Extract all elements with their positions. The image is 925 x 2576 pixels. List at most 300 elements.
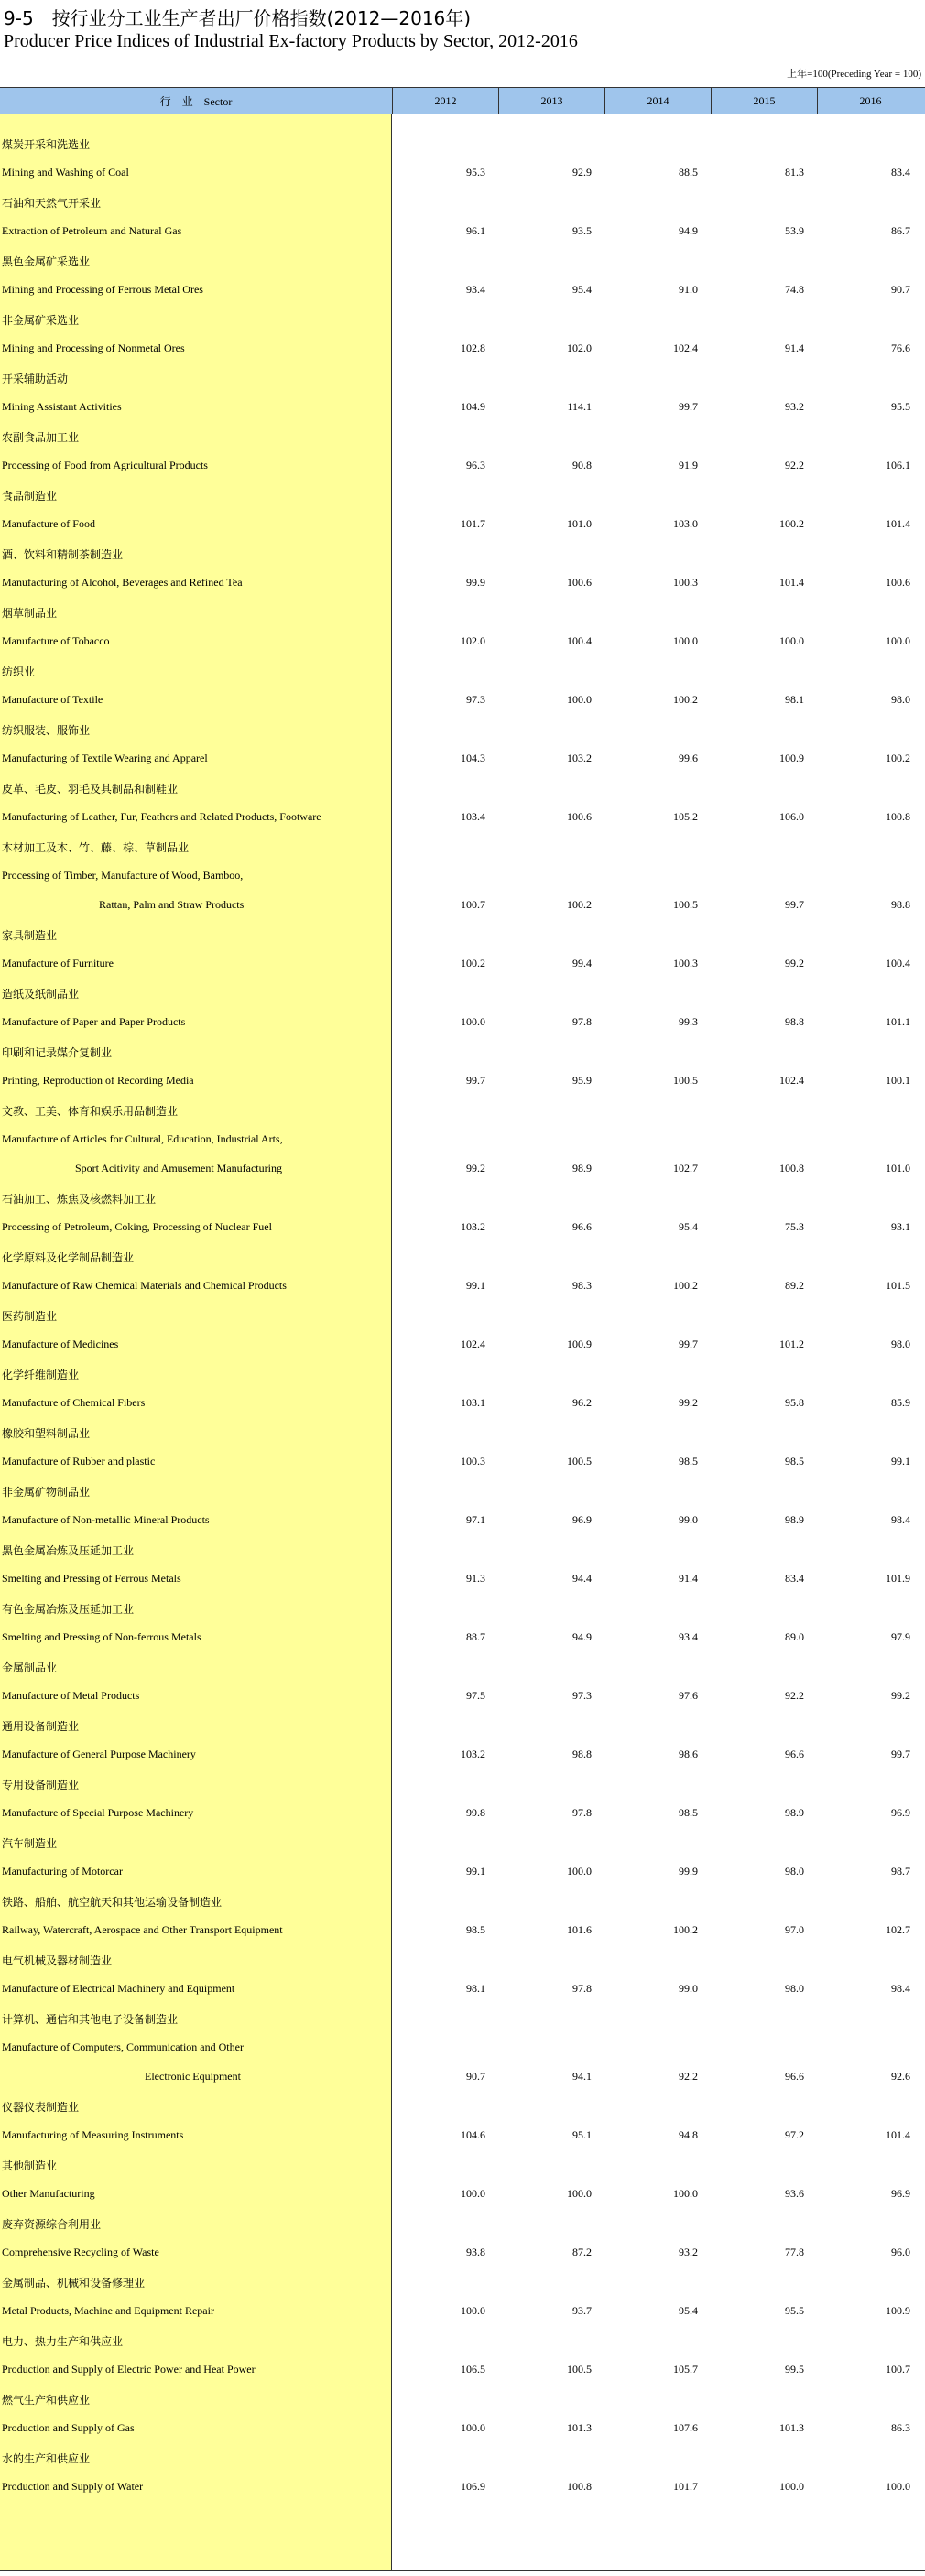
index-value-2013: 114.1 [567,400,592,413]
index-value-2013: 93.7 [572,2304,592,2317]
index-value-2012: 101.7 [461,517,485,530]
index-value-2013: 99.4 [572,957,592,969]
index-value-2012: 103.2 [461,1748,485,1760]
index-value-2013: 98.3 [572,1279,592,1292]
table-row [0,1189,925,1248]
index-value-2014: 94.9 [679,224,698,237]
sector-name-english: Manufacture of Textile [2,693,103,706]
table-row [0,1775,925,1834]
table-row [0,2332,925,2390]
index-value-2014: 100.0 [673,2187,698,2200]
index-value-2015: 100.2 [779,517,804,530]
sector-name-english: Manufacture of Metal Products [2,1689,140,1702]
index-value-2016: 98.7 [891,1865,910,1878]
index-value-2013: 93.5 [572,224,592,237]
sector-name-chinese: 造纸及纸制品业 [2,988,80,1001]
table-row [0,1423,925,1482]
index-value-2014: 99.6 [679,752,698,764]
sector-name-english: Other Manufacturing [2,2187,95,2200]
table-header [0,87,925,114]
row-values [392,576,923,590]
index-value-2013: 98.9 [572,1162,592,1174]
row-values [392,1982,923,1996]
index-value-2014: 103.0 [673,517,698,530]
index-value-2013: 100.9 [567,1337,592,1350]
index-value-2013: 100.5 [567,1455,592,1467]
index-value-2014: 91.0 [679,283,698,296]
index-value-2014: 95.4 [679,1220,698,1233]
table-row [0,428,925,486]
sector-name-chinese: 非金属矿采选业 [2,314,80,327]
index-value-2014: 88.5 [679,166,698,179]
table-row [0,2214,925,2273]
index-value-2014: 100.0 [673,634,698,647]
index-value-2015: 99.7 [785,898,804,911]
sector-name-english: Production and Supply of Water [2,2480,144,2493]
row-values [392,1806,923,1820]
index-value-2016: 100.7 [886,2363,910,2376]
index-value-2013: 97.8 [572,1015,592,1028]
sector-name-english: Manufacturing of Measuring Instruments [2,2128,184,2141]
index-value-2012: 104.9 [461,400,485,413]
index-value-2016: 102.7 [886,1923,910,1936]
index-value-2015: 99.5 [785,2363,804,2376]
sector-name-chinese: 纺织服装、服饰业 [2,724,91,737]
index-value-2013: 96.9 [572,1513,592,1526]
sector-name-english: Processing of Food from Agricultural Products [2,459,208,471]
index-value-2015: 96.6 [785,1748,804,1760]
index-value-2012: 95.3 [466,166,485,179]
sector-name-chinese: 木材加工及木、竹、藤、棕、草制品业 [2,841,190,854]
index-value-2012: 99.9 [466,576,485,589]
table-row [0,2009,925,2097]
sector-name-english: Production and Supply of Gas [2,2421,135,2434]
table-row [0,1716,925,1775]
row-values [392,1396,923,1410]
row-values [392,898,923,912]
unit-note: 上年=100(Preceding Year = 100) [787,69,921,80]
row-values [392,1074,923,1088]
table-row [0,779,925,838]
index-value-2015: 101.3 [779,2421,804,2434]
index-value-2012: 102.8 [461,341,485,354]
index-value-2012: 88.7 [466,1630,485,1643]
row-values [392,634,923,648]
sector-name-chinese: 橡胶和塑料制品业 [2,1427,91,1440]
row-values [392,459,923,472]
index-value-2013: 98.8 [572,1748,592,1760]
index-value-2016: 97.9 [891,1630,910,1643]
row-values [392,2304,923,2318]
index-value-2012: 100.2 [461,957,485,969]
sector-name-english: Manufacture of General Purpose Machinery [2,1748,196,1760]
index-value-2014: 99.0 [679,1982,698,1995]
row-values [392,400,923,414]
row-values [392,2128,923,2142]
index-value-2014: 100.2 [673,1923,698,1936]
index-value-2015: 81.3 [785,166,804,179]
index-value-2015: 93.2 [785,400,804,413]
index-value-2013: 100.0 [567,2187,592,2200]
sector-name-english: Processing of Petroleum, Coking, Processing of Nuclear Fuel [2,1220,272,1233]
index-value-2012: 93.8 [466,2246,485,2258]
index-value-2013: 96.6 [572,1220,592,1233]
table-row [0,1658,925,1716]
index-value-2015: 75.3 [785,1220,804,1233]
index-value-2012: 97.3 [466,693,485,706]
table-row [0,1834,925,1892]
index-value-2014: 94.8 [679,2128,698,2141]
index-value-2012: 100.7 [461,898,485,911]
index-value-2012: 104.3 [461,752,485,764]
index-value-2013: 100.6 [567,576,592,589]
index-value-2016: 83.4 [891,166,910,179]
table-body [0,114,925,2571]
sector-name-chinese: 农副食品加工业 [2,431,80,444]
sector-name-chinese: 医药制造业 [2,1310,58,1323]
index-value-2012: 99.8 [466,1806,485,1819]
row-values [392,283,923,297]
index-value-2012: 98.5 [466,1923,485,1936]
row-values [392,1015,923,1029]
sector-name-chinese: 计算机、通信和其他电子设备制造业 [2,2013,179,2026]
sector-name-english: Manufacture of Tobacco [2,634,110,647]
index-value-2016: 93.1 [891,1220,910,1233]
index-value-2012: 99.7 [466,1074,485,1087]
index-value-2014: 93.4 [679,1630,698,1643]
index-value-2014: 102.7 [673,1162,698,1174]
table-row [0,1599,925,1658]
sector-name-english: Smelting and Pressing of Non-ferrous Metals [2,1630,201,1643]
row-values [392,1630,923,1644]
index-value-2015: 98.8 [785,1015,804,1028]
row-values [392,1162,923,1175]
index-value-2014: 100.2 [673,693,698,706]
index-value-2015: 92.2 [785,1689,804,1702]
index-value-2012: 91.3 [466,1572,485,1585]
index-value-2012: 103.4 [461,810,485,823]
table-row [0,1541,925,1599]
row-values [392,166,923,179]
index-value-2014: 102.4 [673,341,698,354]
index-value-2013: 94.9 [572,1630,592,1643]
table-row [0,838,925,925]
index-value-2016: 76.6 [891,341,910,354]
sector-name-english: Manufacture of Articles for Cultural, Education, Industrial Arts, [2,1132,283,1145]
row-values [392,1748,923,1761]
index-value-2015: 106.0 [779,810,804,823]
index-value-2016: 101.4 [886,517,910,530]
index-value-2013: 101.0 [567,517,592,530]
sector-name-english: Comprehensive Recycling of Waste [2,2246,159,2258]
table-row [0,2273,925,2332]
index-value-2012: 106.5 [461,2363,485,2376]
sector-name-english: Manufacture of Chemical Fibers [2,1396,146,1409]
index-value-2015: 98.0 [785,1982,804,1995]
index-value-2015: 93.6 [785,2187,804,2200]
index-value-2016: 100.9 [886,2304,910,2317]
table-row [0,984,925,1043]
sector-name-english: Manufacture of Electrical Machinery and Equipment [2,1982,235,1995]
row-values [392,1689,923,1703]
index-value-2012: 106.9 [461,2480,485,2493]
sector-name-chinese: 金属制品、机械和设备修理业 [2,2277,146,2289]
sector-name-english-continued: Sport Acitivity and Amusement Manufacturing [75,1162,282,1174]
sector-name-english: Railway, Watercraft, Aerospace and Other Transport Equipment [2,1923,283,1936]
index-value-2014: 99.0 [679,1513,698,1526]
row-values [392,1923,923,1937]
index-value-2014: 99.9 [679,1865,698,1878]
index-value-2014: 100.5 [673,898,698,911]
index-value-2013: 101.3 [567,2421,592,2434]
row-values [392,1220,923,1234]
index-value-2016: 85.9 [891,1396,910,1409]
header-year-2015: 2015 [711,88,817,114]
index-value-2014: 95.4 [679,2304,698,2317]
index-value-2016: 100.8 [886,810,910,823]
sector-name-chinese: 废弃资源综合利用业 [2,2218,102,2231]
sector-name-chinese: 汽车制造业 [2,1837,58,1850]
sector-name-chinese: 燃气生产和供应业 [2,2394,91,2407]
index-value-2013: 100.5 [567,2363,592,2376]
sector-name-english: Smelting and Pressing of Ferrous Metals [2,1572,181,1585]
index-value-2013: 100.2 [567,898,592,911]
index-value-2015: 92.2 [785,459,804,471]
sector-name-english: Metal Products, Machine and Equipment Repair [2,2304,214,2317]
sector-name-chinese: 煤炭开采和洗选业 [2,138,91,151]
index-value-2014: 101.7 [673,2480,698,2493]
sector-name-english: Manufacture of Rubber and plastic [2,1455,156,1467]
row-values [392,1455,923,1468]
sector-name-english: Manufacturing of Textile Wearing and Apparel [2,752,208,764]
row-values [392,1513,923,1527]
sector-name-english: Manufacture of Paper and Paper Products [2,1015,186,1028]
index-value-2013: 103.2 [567,752,592,764]
index-value-2014: 99.3 [679,1015,698,1028]
table-row [0,1306,925,1365]
sector-name-english: Manufacture of Furniture [2,957,114,969]
row-values [392,1279,923,1293]
index-value-2012: 99.1 [466,1865,485,1878]
index-value-2013: 100.4 [567,634,592,647]
row-values [392,1572,923,1586]
table-row [0,2390,925,2449]
header-year-2014: 2014 [604,88,711,114]
index-value-2016: 96.9 [891,2187,910,2200]
index-value-2016: 100.6 [886,576,910,589]
index-value-2016: 99.2 [891,1689,910,1702]
row-values [392,752,923,765]
index-value-2015: 101.4 [779,576,804,589]
table-row [0,1892,925,1951]
index-value-2015: 89.0 [785,1630,804,1643]
row-values [392,2187,923,2201]
index-value-2013: 100.0 [567,693,592,706]
index-value-2015: 53.9 [785,224,804,237]
sector-name-chinese: 皮革、毛皮、羽毛及其制品和制鞋业 [2,783,179,796]
index-value-2014: 91.4 [679,1572,698,1585]
table-row [0,545,925,603]
table-row [0,662,925,720]
index-value-2016: 86.7 [891,224,910,237]
header-sector: 行 业 Sector [159,94,233,108]
table-row [0,603,925,662]
sector-name-chinese: 金属制品业 [2,1661,58,1674]
index-value-2013: 100.0 [567,1865,592,1878]
index-value-2016: 98.0 [891,693,910,706]
ppi-table [0,87,925,2571]
row-values [392,693,923,707]
sector-name-chinese: 纺织业 [2,666,36,678]
index-value-2012: 100.3 [461,1455,485,1467]
index-value-2015: 98.5 [785,1455,804,1467]
row-values [392,810,923,824]
index-value-2016: 90.7 [891,283,910,296]
index-value-2012: 100.0 [461,1015,485,1028]
table-row [0,925,925,984]
index-value-2015: 100.8 [779,1162,804,1174]
index-value-2016: 101.0 [886,1162,910,1174]
row-values [392,517,923,531]
index-value-2014: 92.2 [679,2070,698,2083]
index-value-2016: 98.0 [891,1337,910,1350]
index-value-2012: 96.3 [466,459,485,471]
sector-name-chinese: 开采辅助活动 [2,373,69,385]
index-value-2015: 98.9 [785,1513,804,1526]
index-value-2013: 94.4 [572,1572,592,1585]
sector-name-chinese: 通用设备制造业 [2,1720,80,1733]
index-value-2012: 98.1 [466,1982,485,1995]
index-value-2014: 107.6 [673,2421,698,2434]
table-row [0,252,925,310]
sector-name-english: Mining and Processing of Nonmetal Ores [2,341,185,354]
index-value-2016: 101.4 [886,2128,910,2141]
row-values [392,2246,923,2259]
index-value-2014: 100.2 [673,1279,698,1292]
row-values [392,2070,923,2084]
index-value-2014: 99.7 [679,1337,698,1350]
index-value-2016: 98.4 [891,1982,910,1995]
row-values [392,957,923,970]
sector-name-english: Mining Assistant Activities [2,400,122,413]
table-row [0,1248,925,1306]
index-value-2014: 98.6 [679,1748,698,1760]
sector-name-chinese: 石油加工、炼焦及核燃料加工业 [2,1193,157,1206]
index-value-2014: 98.5 [679,1806,698,1819]
sector-name-chinese: 黑色金属矿采选业 [2,255,91,268]
row-values [392,224,923,238]
header-year-2012: 2012 [392,88,498,114]
sector-name-english: Mining and Washing of Coal [2,166,129,179]
row-values [392,2480,923,2494]
index-value-2015: 74.8 [785,283,804,296]
table-row [0,1101,925,1189]
index-value-2015: 98.9 [785,1806,804,1819]
table-row [0,2097,925,2156]
sector-name-chinese: 印刷和记录媒介复制业 [2,1046,113,1059]
index-value-2016: 95.5 [891,400,910,413]
index-value-2013: 95.9 [572,1074,592,1087]
index-value-2013: 97.8 [572,1982,592,1995]
index-value-2013: 95.4 [572,283,592,296]
sector-name-chinese: 黑色金属冶炼及压延加工业 [2,1544,135,1557]
index-value-2014: 99.2 [679,1396,698,1409]
sector-name-chinese: 家具制造业 [2,929,58,942]
sector-name-chinese: 专用设备制造业 [2,1779,80,1791]
index-value-2016: 100.1 [886,1074,910,1087]
index-value-2012: 104.6 [461,2128,485,2141]
index-value-2015: 83.4 [785,1572,804,1585]
index-value-2014: 91.9 [679,459,698,471]
index-value-2016: 86.3 [891,2421,910,2434]
index-value-2016: 100.4 [886,957,910,969]
index-value-2014: 98.5 [679,1455,698,1467]
sector-name-chinese: 烟草制品业 [2,607,58,620]
index-value-2013: 102.0 [567,341,592,354]
sector-name-chinese: 化学原料及化学制品制造业 [2,1251,135,1264]
table-row [0,1951,925,2009]
index-value-2012: 97.1 [466,1513,485,1526]
index-value-2016: 100.0 [886,2480,910,2493]
index-value-2016: 101.1 [886,1015,910,1028]
page-title-english: Producer Price Indices of Industrial Ex-factory Products by Sector, 2012-2016 [4,31,578,51]
sector-name-english: Manufacture of Food [2,517,95,530]
sector-name-chinese: 水的生产和供应业 [2,2452,91,2465]
index-value-2016: 98.8 [891,898,910,911]
index-value-2014: 97.6 [679,1689,698,1702]
index-value-2013: 94.1 [572,2070,592,2083]
sector-name-english: Manufacture of Computers, Communication and Other [2,2040,244,2053]
sector-name-chinese: 铁路、船舶、航空航天和其他运输设备制造业 [2,1896,223,1909]
sector-name-english: Manufacture of Medicines [2,1337,119,1350]
index-value-2016: 101.9 [886,1572,910,1585]
index-value-2012: 100.0 [461,2421,485,2434]
index-value-2012: 103.2 [461,1220,485,1233]
index-value-2016: 106.1 [886,459,910,471]
index-value-2015: 101.2 [779,1337,804,1350]
index-value-2012: 100.0 [461,2304,485,2317]
sector-name-chinese: 非金属矿物制品业 [2,1486,91,1499]
index-value-2016: 100.0 [886,634,910,647]
sector-name-chinese: 酒、饮料和精制茶制造业 [2,548,124,561]
index-value-2013: 100.6 [567,810,592,823]
index-value-2016: 96.9 [891,1806,910,1819]
index-value-2015: 99.2 [785,957,804,969]
index-value-2015: 97.0 [785,1923,804,1936]
index-value-2014: 100.3 [673,957,698,969]
header-year-2016: 2016 [817,88,923,114]
index-value-2014: 105.2 [673,810,698,823]
sector-name-chinese: 有色金属冶炼及压延加工业 [2,1603,135,1616]
index-value-2013: 96.2 [572,1396,592,1409]
table-row [0,2156,925,2214]
index-value-2014: 105.7 [673,2363,698,2376]
sector-name-english: Production and Supply of Electric Power and Heat Power [2,2363,256,2376]
index-value-2015: 98.1 [785,693,804,706]
index-value-2016: 98.4 [891,1513,910,1526]
index-value-2013: 87.2 [572,2246,592,2258]
index-value-2016: 99.1 [891,1455,910,1467]
index-value-2014: 93.2 [679,2246,698,2258]
index-value-2015: 95.5 [785,2304,804,2317]
sector-name-chinese: 仪器仪表制造业 [2,2101,80,2114]
table-row [0,193,925,252]
index-value-2015: 97.2 [785,2128,804,2141]
index-value-2016: 96.0 [891,2246,910,2258]
table-rows [0,114,925,2507]
sector-name-chinese: 石油和天然气开采业 [2,197,102,210]
index-value-2012: 99.2 [466,1162,485,1174]
